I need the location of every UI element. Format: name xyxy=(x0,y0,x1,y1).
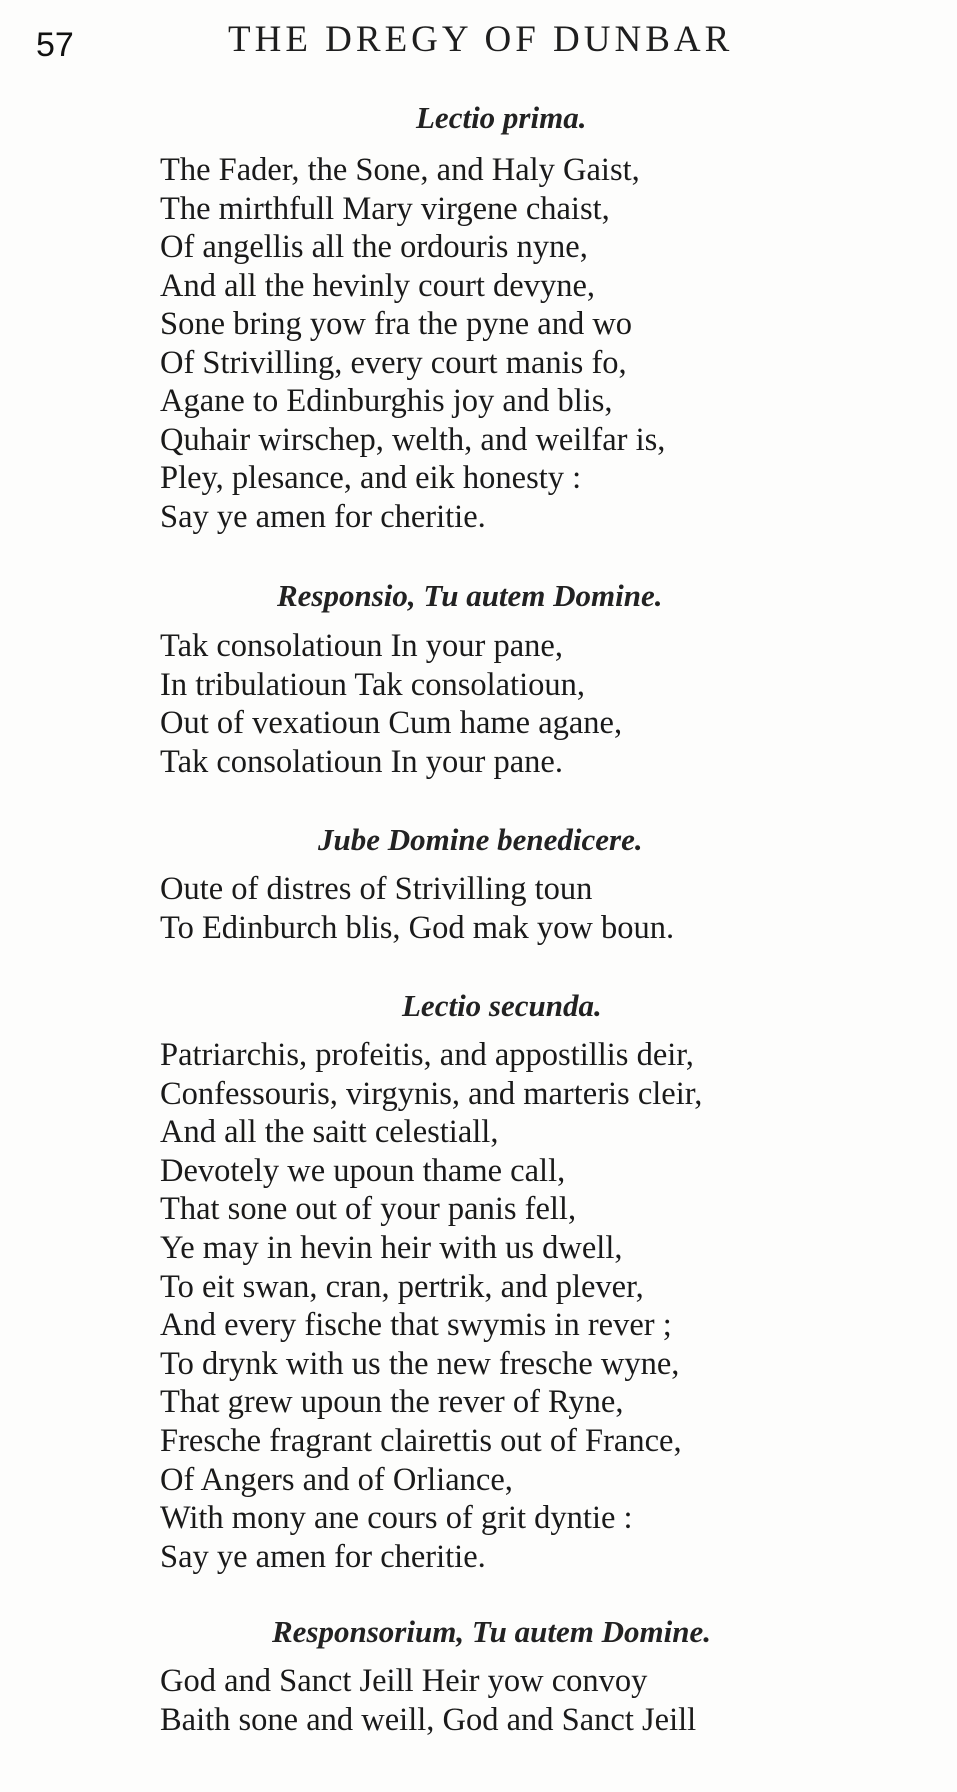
verse-line: And all the saitt celestiall, xyxy=(160,1114,499,1151)
page-number: 57 xyxy=(36,26,74,64)
stanza-responsorium xyxy=(160,1662,696,1739)
verse-line: Pley, plesance, and eik honesty : xyxy=(160,460,582,496)
verse-line: Confessouris, virgynis, and marteris cleir, xyxy=(160,1075,703,1112)
verse-line: Tak consolatioun In your pane, xyxy=(160,628,563,664)
verse-line: Fresche fragrant clairettis out of France, xyxy=(160,1422,682,1459)
verse-line: With mony ane cours of grit dyntie : xyxy=(160,1500,633,1537)
verse-line: The Fader, the Sone, and Haly Gaist, xyxy=(160,152,640,188)
verse-line: And all the hevinly court devyne, xyxy=(160,267,596,304)
verse-line: And every fische that swymis in rever ; xyxy=(160,1307,672,1344)
verse-line: Patriarchis, profeitis, and appostillis deir, xyxy=(160,1037,694,1073)
running-head: THE DREGY OF DUNBAR xyxy=(228,19,734,60)
verse-line: Out of vexatioun Cum hame agane, xyxy=(160,705,623,741)
verse-line: Oute of distres of Strivilling toun xyxy=(160,871,593,907)
verse-line: The mirthfull Mary virgene chaist, xyxy=(160,190,610,227)
verse-line: Say ye amen for cheritie. xyxy=(160,498,486,535)
verse-line: That grew upoun the rever of Ryne, xyxy=(160,1384,624,1421)
section-heading-lectio-secunda: Lectio secunda. xyxy=(402,988,602,1023)
verse-line: Sone bring yow fra the pyne and wo xyxy=(160,306,633,342)
verse-line: Of Strivilling, every court manis fo, xyxy=(160,344,627,381)
stanza-jube-domine xyxy=(160,870,674,947)
section-heading-jube-domine: Jube Domine benedicere. xyxy=(318,822,643,857)
verse-line: Of Angers and of Orliance, xyxy=(160,1461,513,1498)
verse-line: Ye may in hevin heir with us dwell, xyxy=(160,1229,623,1266)
section-heading-responsio: Responsio, Tu autem Domine. xyxy=(277,578,663,613)
section-heading-responsorium: Responsorium, Tu autem Domine. xyxy=(272,1614,711,1649)
verse-line: That sone out of your panis fell, xyxy=(160,1191,577,1228)
verse-line: To drynk with us the new fresche wyne, xyxy=(160,1345,680,1382)
stanza-lectio-prima xyxy=(160,151,665,536)
verse-line: God and Sanct Jeill Heir yow convoy xyxy=(160,1663,648,1699)
verse-line: To Edinburch blis, God mak yow boun. xyxy=(160,909,675,946)
verse-line: To eit swan, cran, pertrik, and plever, xyxy=(160,1268,644,1305)
verse-line: Of angellis all the ordouris nyne, xyxy=(160,229,588,265)
verse-line: Quhair wirschep, welth, and weilfar is, xyxy=(160,421,666,458)
verse-line: Agane to Edinburghis joy and blis, xyxy=(160,383,613,419)
stanza-responsio xyxy=(160,627,622,781)
verse-line: Say ye amen for cheritie. xyxy=(160,1538,486,1575)
section-heading-lectio-prima: Lectio prima. xyxy=(416,100,587,135)
verse-line: Baith sone and weill, God and Sanct Jeill xyxy=(160,1701,697,1738)
stanza-lectio-secunda xyxy=(160,1036,702,1576)
verse-line: In tribulatioun Tak consolatioun, xyxy=(160,666,585,703)
verse-line: Tak consolatioun In your pane. xyxy=(160,743,563,780)
verse-line: Devotely we upoun thame call, xyxy=(160,1152,566,1189)
